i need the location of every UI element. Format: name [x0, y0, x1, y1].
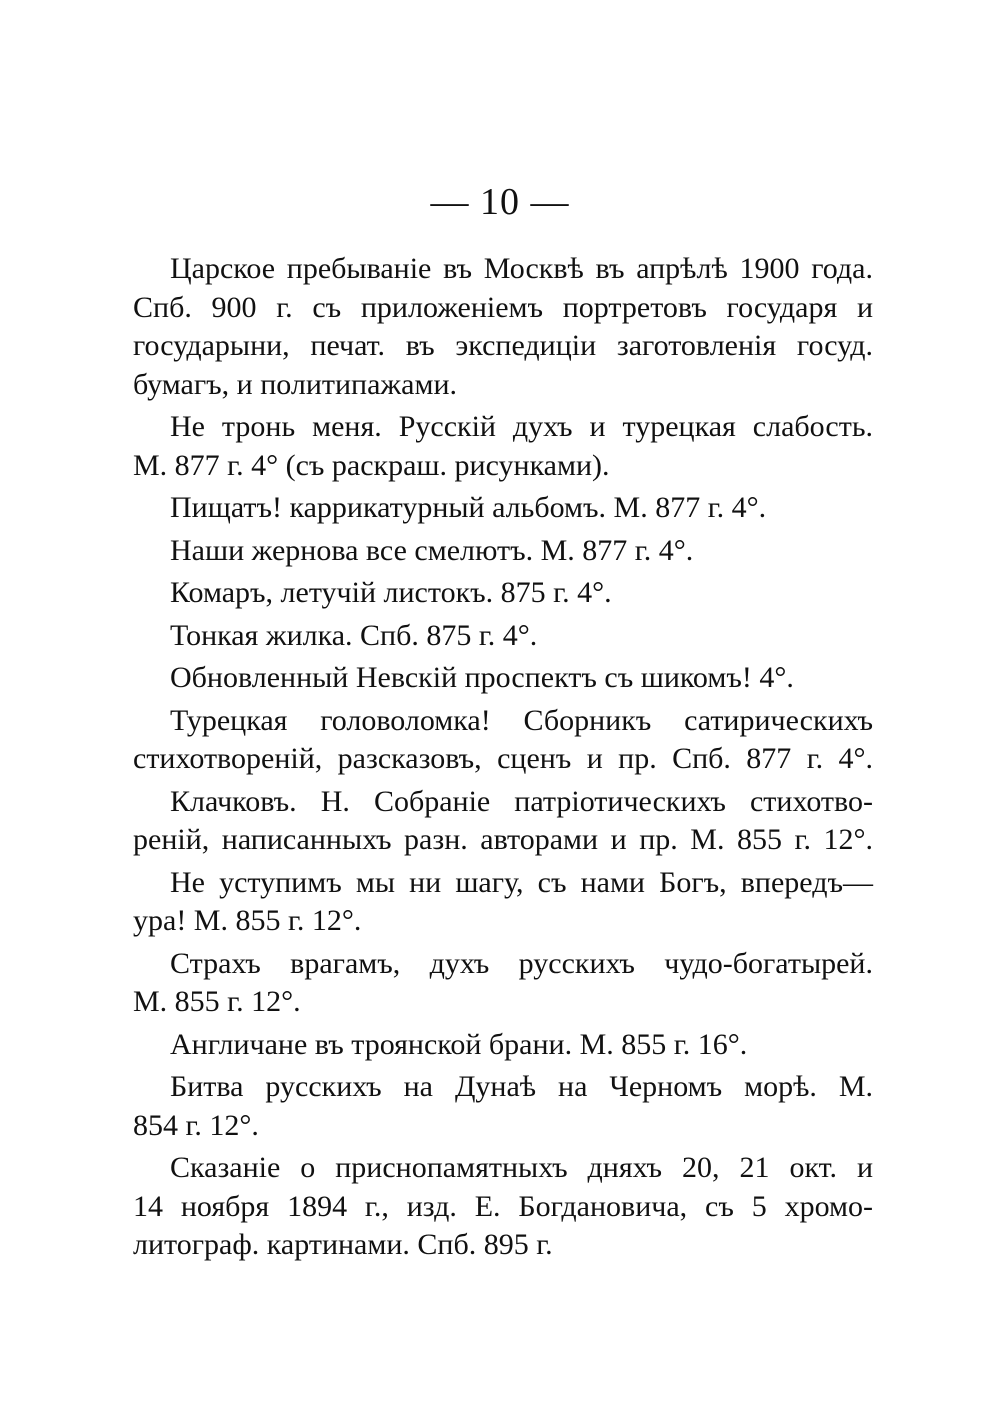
entry-line: бумагъ, и политипажами. [133, 367, 457, 401]
entry-line: Наши жернова все смелютъ. М. 877 г. 4°. [170, 533, 694, 567]
bibliography-entry [133, 783, 873, 860]
bibliography-entry [133, 408, 873, 485]
bibliography-entry [133, 617, 873, 656]
entry-line: Спб. 900 г. съ приложеніемъ портретовъ государя и [133, 290, 873, 324]
entry-line: Не тронь меня. Русскій духъ и турецкая слабость. [170, 410, 873, 443]
entry-line: Комаръ, летучій листокъ. 875 г. 4°. [170, 576, 612, 609]
entry-line: Тонкая жилка. Спб. 875 г. 4°. [170, 618, 538, 652]
bibliography-entry [133, 659, 873, 698]
entry-line: 14 ноября 1894 г., изд. Е. Богдановича, съ 5 хромо- [133, 1189, 873, 1223]
entry-line: литограф. картинами. Спб. 895 г. [133, 1228, 553, 1261]
entry-line: Страхъ врагамъ, духъ русскихъ чудо-богатырей. [170, 946, 873, 980]
bibliography-entry [133, 574, 873, 613]
entry-line: Не уступимъ мы ни шагу, съ нами Богъ, впередъ— [170, 865, 873, 899]
page-number: — 10 — [430, 181, 570, 223]
bibliography-entry [133, 1068, 873, 1145]
bibliography-entry [133, 489, 873, 528]
bibliography-entry [133, 1149, 873, 1265]
entry-line: Англичане въ троянской брани. М. 855 г. 16°. [170, 1027, 748, 1061]
entry-line: ура! М. 855 г. 12°. [133, 904, 362, 937]
entry-line: реній, написанныхъ разн. авторами и пр. М. 855 г. 12°. [133, 823, 873, 856]
entry-line: Турецкая головоломка! Сборникъ сатирическихъ [170, 703, 873, 737]
entry-line: М. 855 г. 12°. [133, 985, 301, 1018]
entry-line: стихотвореній, разсказовъ, сценъ и пр. Спб. 877 г. 4°. [133, 742, 873, 775]
entry-line: Битва русскихъ на Дунаѣ на Черномъ морѣ. М. [170, 1070, 873, 1103]
entry-line: 854 г. 12°. [133, 1108, 259, 1142]
bibliography-entry [133, 1026, 873, 1065]
bibliography-entry [133, 864, 873, 941]
entry-line: Обновленный Невскій проспектъ съ шикомъ! 4°. [170, 661, 794, 694]
bibliography-list [133, 250, 873, 1269]
entry-line: М. 877 г. 4° (съ раскраш. рисунками). [133, 448, 610, 482]
entry-line: Царское пребываніе въ Москвѣ въ апрѣлѣ 1900 года. [170, 252, 873, 285]
bibliography-entry [133, 702, 873, 779]
bibliography-entry [133, 945, 873, 1022]
entry-line: Сказаніе о приснопамятныхъ дняхъ 20, 21 окт. и [170, 1151, 873, 1184]
entry-line: государыни, печат. въ экспедиціи заготовленія госуд. [133, 329, 873, 362]
entry-line: Клачковъ. Н. Собраніе патріотическихъ стихотво- [170, 784, 873, 818]
entry-line: Пищатъ! каррикатурный альбомъ. М. 877 г. 4°. [170, 491, 767, 524]
bibliography-entry [133, 532, 873, 571]
bibliography-entry [133, 250, 873, 404]
